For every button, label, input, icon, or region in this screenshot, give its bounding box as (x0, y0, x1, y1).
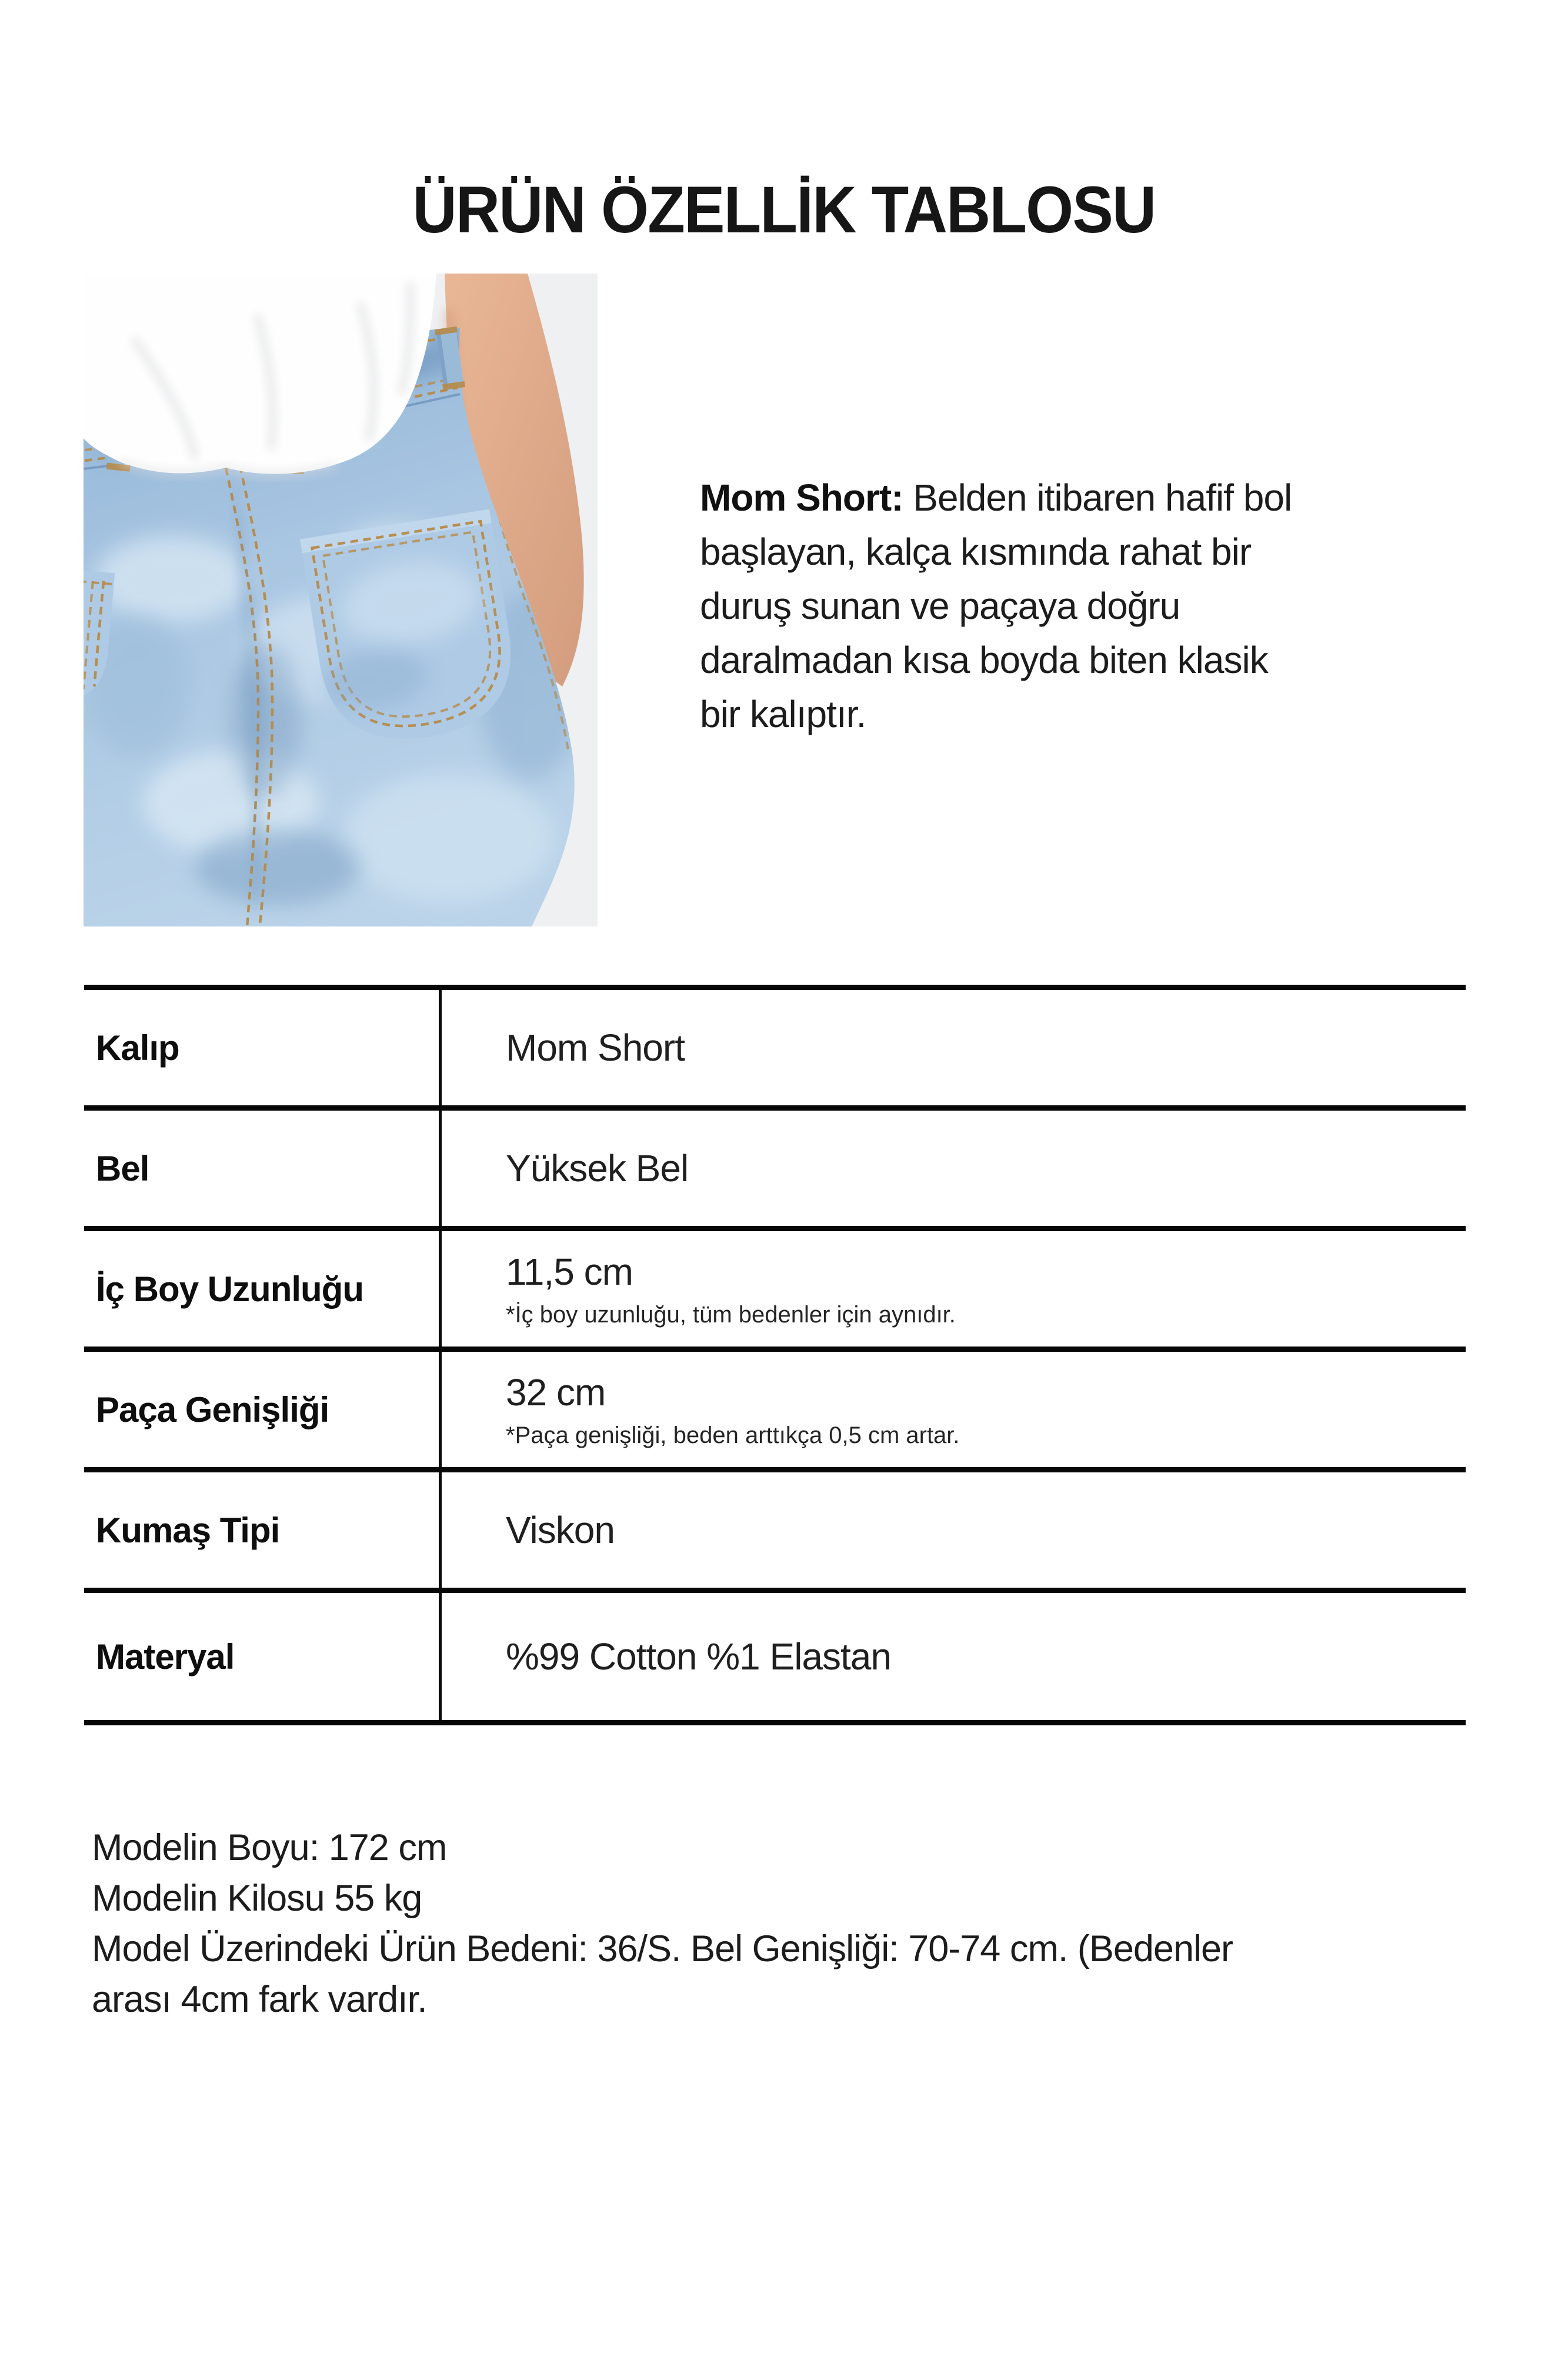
row-value-cell (439, 1231, 1466, 1347)
row-value: %99 Cotton %1 Elastan (506, 1635, 891, 1678)
row-value-cell (439, 1111, 1466, 1226)
model-info-line: Modelin Boyu: 172 cm (92, 1827, 447, 1868)
table-row (84, 1231, 1466, 1352)
denim-shorts-photo (84, 274, 598, 926)
table-row (84, 1472, 1466, 1593)
description-line: Mom Short: Belden itibaren hafif bol (700, 476, 1292, 519)
model-info (92, 1822, 1503, 2025)
row-note: *İç boy uzunluğu, tüm bedenler için aynıdır. (506, 1301, 956, 1328)
spec-table (84, 985, 1466, 1725)
row-value: 11,5 cm (506, 1250, 633, 1293)
table-row (84, 1593, 1466, 1725)
row-value: Mom Short (506, 1026, 685, 1069)
model-info-line: Modelin Kilosu 55 kg (92, 1878, 422, 1919)
row-value-cell (439, 1352, 1466, 1467)
page-title: ÜRÜN ÖZELLİK TABLOSU (412, 173, 1156, 246)
row-value-cell (439, 990, 1466, 1105)
model-info-line: Model Üzerindeki Ürün Bedeni: 36/S. Bel Genişliği: 70-74 cm. (Bedenler (92, 1928, 1233, 1969)
row-label: Kumaş Tipi (96, 1510, 280, 1550)
table-row (84, 1352, 1466, 1472)
row-value-cell (439, 1593, 1466, 1720)
description-line: başlayan, kalça kısmında rahat bir (700, 531, 1252, 573)
row-value: Viskon (506, 1509, 615, 1551)
row-label: İç Boy Uzunluğu (96, 1269, 363, 1309)
row-value-cell (439, 1472, 1466, 1588)
description-line: daralmadan kısa boyda biten klasik (700, 639, 1268, 681)
table-row (84, 1111, 1466, 1231)
row-label: Materyal (96, 1637, 235, 1677)
row-value: Yüksek Bel (506, 1147, 689, 1189)
model-info-line: arası 4cm fark vardır. (92, 1979, 427, 2020)
row-label: Kalıp (96, 1028, 179, 1068)
table-row (84, 990, 1466, 1111)
row-label: Bel (96, 1148, 149, 1188)
row-value: 32 cm (506, 1371, 606, 1414)
product-photo (84, 274, 598, 926)
row-label: Paça Genişliği (96, 1389, 329, 1429)
description-line: duruş sunan ve paçaya doğru (700, 585, 1180, 627)
product-description (700, 471, 1476, 741)
description-line: bir kalıptır. (700, 693, 866, 735)
row-note: *Paça genişliği, beden arttıkça 0,5 cm artar. (506, 1422, 960, 1448)
